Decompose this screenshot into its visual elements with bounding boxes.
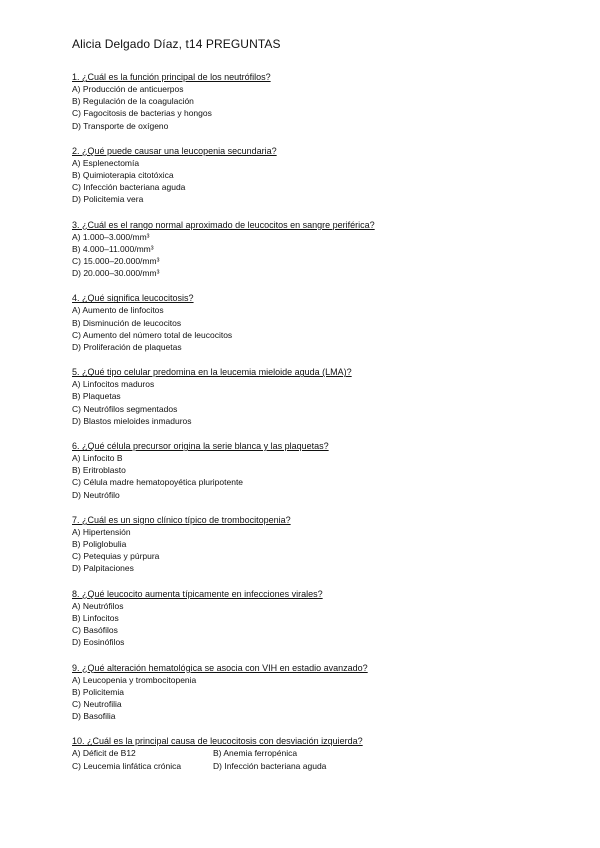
option-a: A) Hipertensión (72, 526, 131, 537)
question-4 (72, 292, 532, 353)
option-grid (72, 747, 532, 771)
question-text: 10. ¿Cuál es la principal causa de leucocitosis con desviación izquierda? (72, 736, 363, 747)
option-a: A) Aumento de linfocitos (72, 305, 164, 316)
question-9 (72, 662, 532, 723)
option-c: C) Basófilos (72, 625, 118, 636)
question-8 (72, 588, 532, 649)
question-6 (72, 440, 532, 501)
option-b: B) Linfocitos (72, 612, 119, 623)
option-d: D) Basofilia (72, 711, 116, 722)
question-7 (72, 514, 532, 575)
option-a: A) Déficit de B12 (72, 748, 136, 759)
option-d: D) Infección bacteriana aguda (213, 760, 327, 771)
option-b: B) Anemia ferropénica (213, 748, 298, 759)
question-text: 6. ¿Qué célula precursor origina la serie blanca y las plaquetas? (72, 441, 329, 452)
question-5 (72, 366, 532, 427)
question-2 (72, 145, 532, 206)
option-b: B) Plaquetas (72, 391, 121, 402)
option-a: A) Producción de anticuerpos (72, 84, 184, 94)
option-a: A) Linfocito B (72, 453, 123, 464)
question-text: 9. ¿Qué alteración hematológica se asocia con VIH en estadio avanzado? (72, 662, 368, 673)
option-c: C) Neutrófilos segmentados (72, 403, 178, 414)
page-title: Alicia Delgado Díaz, t14 PREGUNTAS (72, 37, 281, 51)
option-c: C) 15.000–20.000/mm³ (72, 256, 160, 267)
option-b: B) Disminución de leucocitos (72, 317, 182, 328)
question-text: 2. ¿Qué puede causar una leucopenia secundaria? (72, 145, 277, 156)
option-b: B) Eritroblasto (72, 465, 126, 476)
option-c: C) Leucemia linfática crónica (72, 760, 182, 771)
option-b: B) Regulación de la coagulación (72, 96, 194, 107)
option-d: D) Neutrófilo (72, 489, 120, 500)
option-b: B) Policitemia (72, 686, 124, 697)
question-text: 8. ¿Qué leucocito aumenta típicamente en infecciones virales? (72, 588, 323, 599)
question-3 (72, 219, 532, 280)
option-a: A) 1.000–3.000/mm³ (72, 231, 150, 242)
option-c: C) Infección bacteriana aguda (72, 182, 186, 193)
option-a: A) Neutrófilos (72, 600, 124, 611)
option-c: C) Fagocitosis de bacterias y hongos (72, 108, 212, 119)
option-d: D) Blastos mieloides inmaduros (72, 415, 192, 426)
question-text: 5. ¿Qué tipo celular predomina en la leucemia mieloide aguda (LMA)? (72, 367, 352, 378)
option-a: A) Leucopenia y trombocitopenia (72, 674, 197, 685)
question-10 (72, 735, 532, 771)
question-text: 3. ¿Cuál es el rango normal aproximado de leucocitos en sangre periférica? (72, 219, 375, 230)
option-d: D) 20.000–30.000/mm³ (72, 268, 160, 279)
option-d: D) Proliferación de plaquetas (72, 342, 182, 353)
option-c: C) Aumento del número total de leucocitos (72, 329, 233, 340)
option-b: B) Quimioterapia citotóxica (72, 170, 174, 181)
option-d: D) Eosinófilos (72, 637, 125, 648)
option-d: D) Policitemia vera (72, 194, 144, 205)
option-c: C) Célula madre hematopoyética pluripotente (72, 477, 244, 488)
question-text: 1. ¿Cuál es la función principal de los neutrófilos? (72, 72, 271, 82)
option-c: C) Petequias y púrpura (72, 551, 160, 562)
option-c: C) Neutrofilia (72, 698, 122, 709)
option-b: B) 4.000–11.000/mm³ (72, 243, 154, 254)
option-a: A) Linfocitos maduros (72, 379, 155, 390)
question-text: 7. ¿Cuál es un signo clínico típico de trombocitopenia? (72, 514, 291, 525)
option-b: B) Poliglobulia (72, 539, 127, 550)
question-list (72, 71, 532, 785)
question-text: 4. ¿Qué significa leucocitosis? (72, 293, 194, 304)
option-d: D) Palpitaciones (72, 563, 134, 574)
question-1 (72, 71, 532, 132)
option-a: A) Esplenectomía (72, 157, 140, 168)
option-d: D) Transporte de oxígeno (72, 120, 169, 131)
